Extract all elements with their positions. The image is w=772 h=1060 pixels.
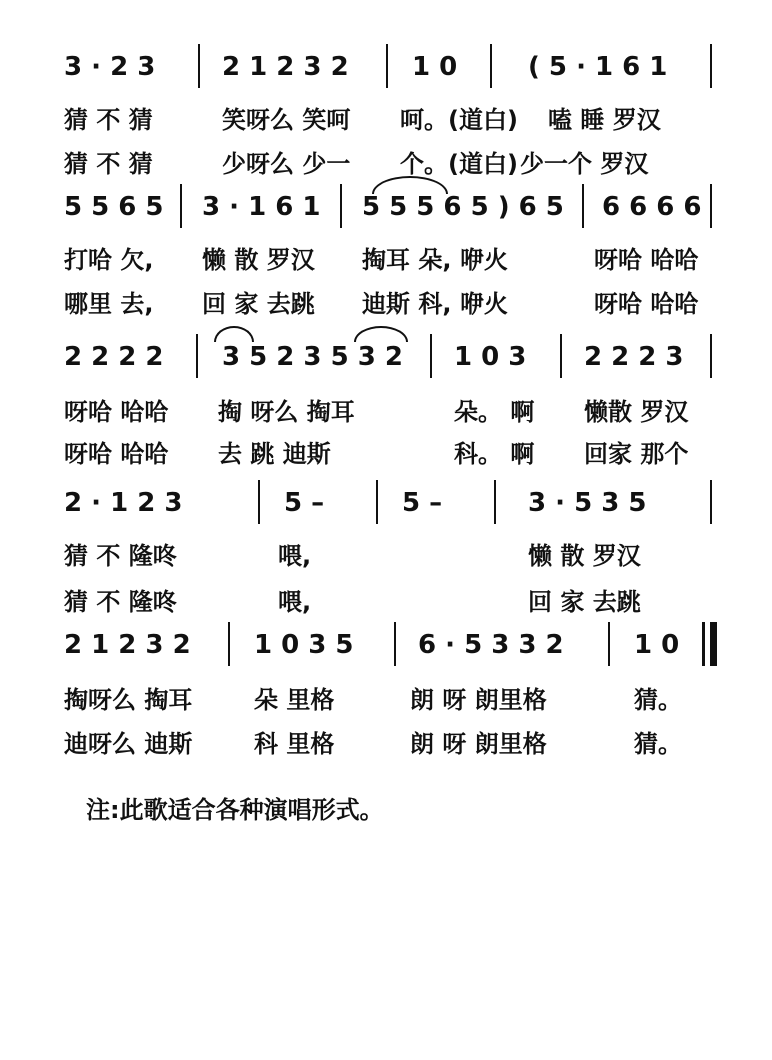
lyric-verse-1: 呵。(道白) xyxy=(400,106,518,134)
barline xyxy=(376,480,378,524)
note-measure: 2 1 2 3 2 xyxy=(64,630,191,660)
lyric-verse-2: 科 里格 xyxy=(254,730,335,758)
barline xyxy=(196,334,198,378)
lyric-verse-2: 猜 不 隆咚 xyxy=(64,588,177,616)
lyric-verse-2: 少一个 罗汉 xyxy=(520,150,649,178)
note-measure: 2 1 2 3 2 xyxy=(222,52,349,82)
lyric-verse-1: 懒 散 罗汉 xyxy=(202,246,315,274)
note-measure: 3 · 2 3 xyxy=(64,52,156,82)
lyric-verse-2: 回家 那个 xyxy=(584,440,689,468)
lyric-verse-2: 喂, xyxy=(278,588,312,616)
note-measure: 3 · 1 6 1 xyxy=(202,192,321,222)
lyric-verse-2: 回 家 去跳 xyxy=(528,588,641,616)
lyric-verse-1: 笑呀么 笑呵 xyxy=(222,106,351,134)
barline xyxy=(582,184,584,228)
note-measure: 1 0 xyxy=(634,630,680,660)
barline xyxy=(710,480,712,524)
barline xyxy=(180,184,182,228)
note-measure: 5 – xyxy=(402,488,443,518)
lyric-verse-2: 朗 呀 朗里格 xyxy=(410,730,547,758)
lyric-verse-1: 猜 不 隆咚 xyxy=(64,542,177,570)
lyric-verse-2: 呀哈 哈哈 xyxy=(64,440,169,468)
footnote: 注:此歌适合各种演唱形式。 xyxy=(86,796,384,824)
lyric-verse-1: 猜。 xyxy=(634,686,682,714)
lyric-verse-2: 迪呀么 迪斯 xyxy=(64,730,193,758)
barline xyxy=(710,44,712,88)
lyric-verse-2: 迪斯 科, 咿火 xyxy=(362,290,508,318)
lyric-verse-1: 打哈 欠, xyxy=(64,246,154,274)
lyric-verse-1: 朵。 啊 xyxy=(454,398,535,426)
note-measure: 1 0 xyxy=(412,52,458,82)
slur-mark xyxy=(214,326,254,342)
lyric-verse-1: 呀哈 哈哈 xyxy=(64,398,169,426)
lyric-verse-1: 朗 呀 朗里格 xyxy=(410,686,547,714)
lyric-verse-1: 朵 里格 xyxy=(254,686,335,714)
barline xyxy=(258,480,260,524)
note-measure: 2 2 2 2 xyxy=(64,342,164,372)
note-measure: 3 5 2 3 5 3 2 xyxy=(222,342,403,372)
barline xyxy=(198,44,200,88)
note-measure: 5 5 5 6 5 ) 6 5 xyxy=(362,192,564,222)
slur-mark xyxy=(354,326,408,342)
lyric-verse-1: 掏 呀么 掏耳 xyxy=(218,398,355,426)
lyric-verse-2: 去 跳 迪斯 xyxy=(218,440,331,468)
lyric-verse-1: 嗑 睡 罗汉 xyxy=(548,106,661,134)
lyric-verse-2: 哪里 去, xyxy=(64,290,154,318)
lyric-verse-2: 科。 啊 xyxy=(454,440,535,468)
final-barline-thin xyxy=(702,622,705,666)
note-measure: 1 0 3 5 xyxy=(254,630,354,660)
lyric-verse-2: 个。(道白) xyxy=(400,150,518,178)
lyric-verse-2: 回 家 去跳 xyxy=(202,290,315,318)
lyric-verse-1: 懒 散 罗汉 xyxy=(528,542,641,570)
barline xyxy=(340,184,342,228)
note-measure: 3 · 5 3 5 xyxy=(528,488,647,518)
note-measure: 5 5 6 5 xyxy=(64,192,164,222)
note-measure: ( 5 · 1 6 1 xyxy=(528,52,668,82)
lyric-verse-1: 掏呀么 掏耳 xyxy=(64,686,193,714)
note-measure: 2 · 1 2 3 xyxy=(64,488,183,518)
barline xyxy=(608,622,610,666)
lyric-verse-2: 猜 不 猜 xyxy=(64,150,153,178)
barline xyxy=(710,334,712,378)
lyric-verse-1: 掏耳 朵, 咿火 xyxy=(362,246,508,274)
note-measure: 6 6 6 6 xyxy=(602,192,702,222)
note-measure: 2 2 2 3 xyxy=(584,342,684,372)
lyric-verse-1: 猜 不 猜 xyxy=(64,106,153,134)
barline xyxy=(560,334,562,378)
lyric-verse-1: 懒散 罗汉 xyxy=(584,398,689,426)
barline xyxy=(710,184,712,228)
barline xyxy=(494,480,496,524)
barline xyxy=(490,44,492,88)
final-barline-thick xyxy=(710,622,717,666)
note-measure: 1 0 3 xyxy=(454,342,527,372)
barline xyxy=(394,622,396,666)
lyric-verse-2: 猜。 xyxy=(634,730,682,758)
barline xyxy=(386,44,388,88)
barline xyxy=(430,334,432,378)
lyric-verse-1: 喂, xyxy=(278,542,312,570)
lyric-verse-1: 呀哈 哈哈 xyxy=(594,246,699,274)
note-measure: 6 · 5 3 3 2 xyxy=(418,630,564,660)
lyric-verse-2: 少呀么 少一 xyxy=(222,150,351,178)
barline xyxy=(228,622,230,666)
lyric-verse-2: 呀哈 哈哈 xyxy=(594,290,699,318)
note-measure: 5 – xyxy=(284,488,325,518)
